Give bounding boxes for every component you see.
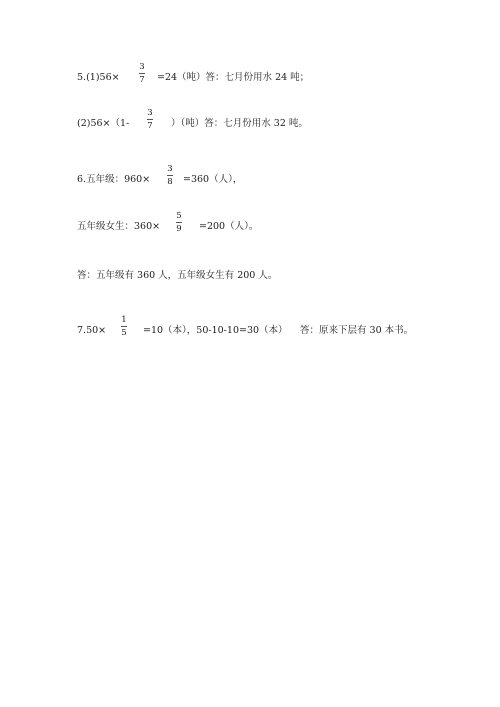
q5-line-2-prefix: (2)56×（1- bbox=[77, 118, 130, 129]
q5-line-1-suffix: =24（吨）答：七月份用水 24 吨； bbox=[157, 72, 310, 83]
q5-line-1-fraction bbox=[137, 62, 147, 85]
fraction-numerator: 3 bbox=[147, 108, 153, 118]
q7-prefix: 7.50× bbox=[77, 325, 107, 336]
fraction-numerator: 3 bbox=[167, 164, 173, 174]
q7-answer: 答：原来下层有 30 本书。 bbox=[300, 325, 414, 336]
q7-middle: =10（本），50-10-10=30（本） bbox=[143, 325, 288, 336]
fraction-denominator: 8 bbox=[167, 177, 173, 187]
q6-answer-text: 答：五年级有 360 人，五年级女生有 200 人。 bbox=[77, 270, 278, 281]
fraction-bar bbox=[176, 222, 182, 223]
fraction-denominator: 7 bbox=[139, 75, 145, 85]
fraction-numerator: 3 bbox=[139, 62, 145, 72]
q6-line-2-suffix: =200（人）。 bbox=[199, 221, 259, 232]
fraction-bar bbox=[139, 73, 145, 74]
fraction-numerator: 1 bbox=[121, 315, 127, 325]
q7-fraction bbox=[119, 315, 129, 338]
fraction-bar bbox=[121, 326, 127, 327]
q5-line-2-fraction bbox=[145, 108, 155, 131]
fraction-denominator: 7 bbox=[147, 121, 153, 131]
fraction-denominator: 5 bbox=[121, 328, 127, 338]
q6-line-1-fraction bbox=[165, 164, 175, 187]
fraction-denominator: 9 bbox=[176, 224, 182, 234]
q6-line-2-fraction bbox=[174, 211, 184, 234]
fraction-bar bbox=[147, 119, 153, 120]
q6-line-2-prefix: 五年级女生：360× bbox=[77, 221, 161, 232]
q5-line-2-suffix: ）（吨）答：七月份用水 32 吨。 bbox=[171, 118, 308, 129]
q6-line-1-prefix: 6.五年级：960× bbox=[77, 174, 151, 185]
fraction-numerator: 5 bbox=[176, 211, 182, 221]
fraction-bar bbox=[167, 175, 173, 176]
q6-line-1-suffix: =360（人）， bbox=[183, 174, 243, 185]
q5-line-1-prefix: 5.(1)56× bbox=[77, 72, 120, 83]
